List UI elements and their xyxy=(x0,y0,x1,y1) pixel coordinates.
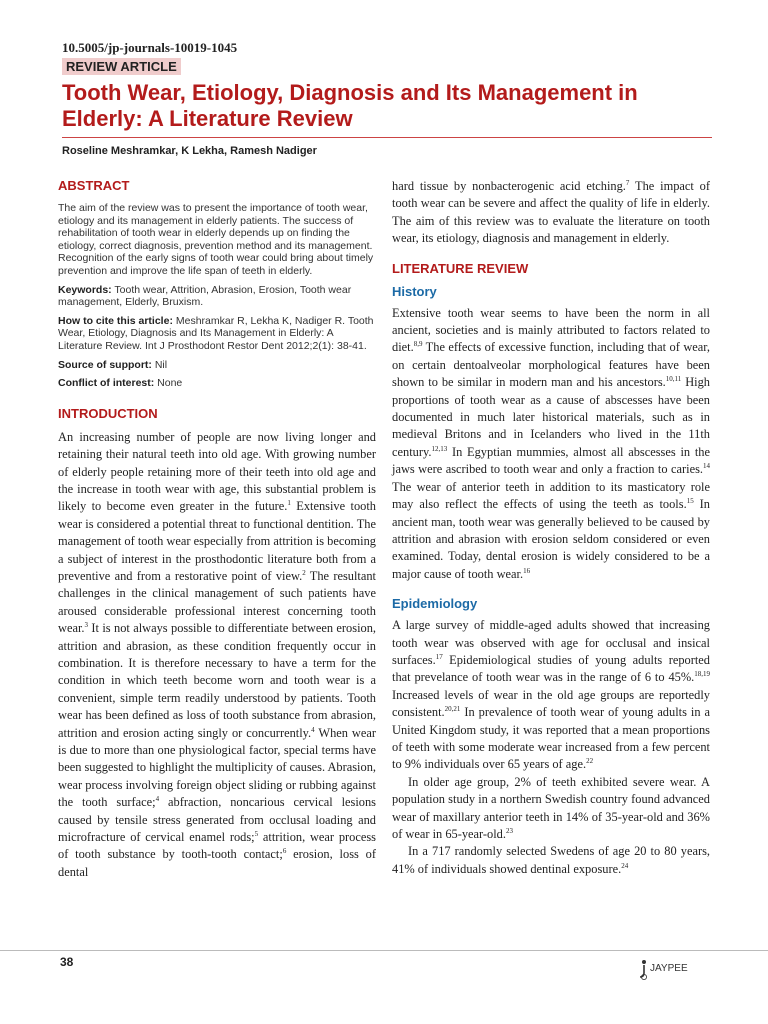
article-type-label: REVIEW ARTICLE xyxy=(62,58,181,75)
history-heading: History xyxy=(392,283,437,299)
title-rule xyxy=(62,137,712,138)
source-of-support xyxy=(58,359,376,372)
citation-text: Meshramkar R, Lekha K, Nadiger R. Tooth Wear, Etiology, Diagnosis and Its Management in Elderly: A Literature Review. Int J Prosthodont Restor Dent 2012;2(1): 38-41. xyxy=(58,314,374,352)
citation xyxy=(58,315,376,353)
epidemiology-paragraph-3: In a 717 randomly selected Swedens of age 20 to 80 years, 41% of individuals showed dentinal exposure.$^{24}$ xyxy=(392,844,710,876)
introduction-paragraph: An increasing number of people are now living longer and retaining their natural teeth into old age. With growing number of elderly people retaining more of their teeth into old age and the increase in tooth wear with age, this substantial problem is likely to become even greater in the future.$^1$ Extensive tooth wear is considered a potential threat to functional dentition. The management of tooth wear especially from attrition is becoming a subject of interest in the prosthodontic literature both from a preventive and from a restorative point of view.$^2$ The resultant challenges in the clinical management of such patients have aroused considerable professional interest concerning tooth wear.$^3$ It is not always possible to differentiate between erosion, attrition and abrasion, as these condition frequently occur in combination. It is therefore necessary to have a term for the condition in which teeth become worn and tooth wear is a convenient, simple term readily understood by patients. Tooth wear has been defined as loss of tooth substance from abrasion, attrition and erosion acting singly or concurrently.$^4$ When wear is due to more than one physiological factor, special terms have been suggested to highlight the multiplicity of causes. Abrasion, wear process involving foreign object sliding or rubbing against the tooth surface;$^4$ abfraction, noncarious cervical lesions caused by tensile stress generated from occlusal loading and microfracture of cervical enamel rods;$^5$ attrition, wear process of tooth substance by tooth-tooth contact;$^6$ erosion, loss of dental xyxy=(58,429,376,879)
right-column xyxy=(392,178,710,878)
footer-rule xyxy=(0,950,768,951)
keywords xyxy=(58,284,376,309)
conflict-of-interest xyxy=(58,377,376,390)
support-label: Source of support: xyxy=(58,358,152,371)
keywords-label: Keywords: xyxy=(58,283,112,296)
epidemiology-paragraph-2: In older age group, 2% of teeth exhibited severe wear. A population study in a northern Swedish country found advanced wear of maxillary anterior teeth in 14% of 35-year-old and 36% of wear in 65-year-old.$^{23}$ xyxy=(392,774,710,841)
publisher-logo-icon xyxy=(638,958,650,980)
conflict-text: None xyxy=(154,377,183,390)
epidemiology-heading: Epidemiology xyxy=(392,596,478,612)
page-number: 38 xyxy=(60,955,74,969)
epidemiology-paragraph-1: A large survey of middle-aged adults showed that increasing tooth wear was observed with age for occlusal and insical surfaces.$^{17}$ Epidemiological studies of young adults reported that prevelance of tooth wear was in the range of 6 to 45%.$^{18,19}$ Increased levels of wear in the old age groups are reportedly consistent.$^{20,21}$ In prevalence of tooth wear of young adults in a United Kingdom study, it was reported that a mean proportions of teeth with some moderate wear increased from a few percent to 9% individuals over 65 years of age.$^{22}$ xyxy=(392,618,710,772)
abstract-heading: ABSTRACT xyxy=(58,178,130,193)
intro-continued-paragraph: hard tissue by nonbacterogenic acid etching.$^7$ The impact of tooth wear can be severe and affect the quality of life in elderly. The aim of this review was to evaluate the literature on tooth wear, its etiology, diagnosis and management in elderly. xyxy=(392,178,710,246)
support-text: Nil xyxy=(151,358,168,371)
doi: 10.5005/jp-journals-10019-1045 xyxy=(62,40,238,55)
author-list: Roseline Meshramkar, K Lekha, Ramesh Nadiger xyxy=(62,145,317,157)
keywords-text: Tooth wear, Attrition, Abrasion, Erosion, Tooth wear management, Elderly, Bruxism. xyxy=(58,283,352,309)
conflict-label: Conflict of interest: xyxy=(58,377,155,390)
literature-review-heading: LITERATURE REVIEW xyxy=(392,260,529,276)
left-column xyxy=(58,178,376,881)
history-paragraph: Extensive tooth wear seems to have been the norm in all ancient, societies and is mainly attributed to factors related to diet.$^{8,9}$ The effects of excessive function, including that of wear, on certain dentoalveolar morphological features have been shown to be similar in modern man and his ancestors.$^{10,11}$ High proportions of tooth wear as a cause of abscesses have been documented in much later historical materials, such as in medieval Britons and in Icelanders who lived in the 11th century.$^{12,13}$ In Egyptian mummies, almost all abscesses in the jaws were ascribed to tooth wear and only a fraction to caries.$^{14}$ The wear of anterior teeth in addition to its masticatory role may also reflect the effects of using the teeth as tools.$^{15}$ In ancient man, tooth wear was generally believed to be caused by attrition and abrasion with erosion seldom considered or even examined. Today, dental erosion is widely considered to be a major cause of tooth wear.$^{16}$ xyxy=(392,305,711,581)
introduction-heading: INTRODUCTION xyxy=(58,405,158,421)
publisher-name: JAYPEE xyxy=(650,963,688,974)
article-title: Tooth Wear, Etiology, Diagnosis and Its Management in Elderly: A Literature Review xyxy=(62,80,638,131)
citation-label: How to cite this article: xyxy=(58,314,173,327)
abstract xyxy=(58,202,376,390)
abstract-text: The aim of the review was to present the importance of tooth wear, etiology and its management in elderly patients. The success of rehabilitation of tooth wear in elderly depends up on finding the etiology, correct diagnosis, prevention method and its management. Recognition of the early signs of tooth wear could bring about timely prevention and improve the life span of teeth in elderly. xyxy=(58,202,374,277)
